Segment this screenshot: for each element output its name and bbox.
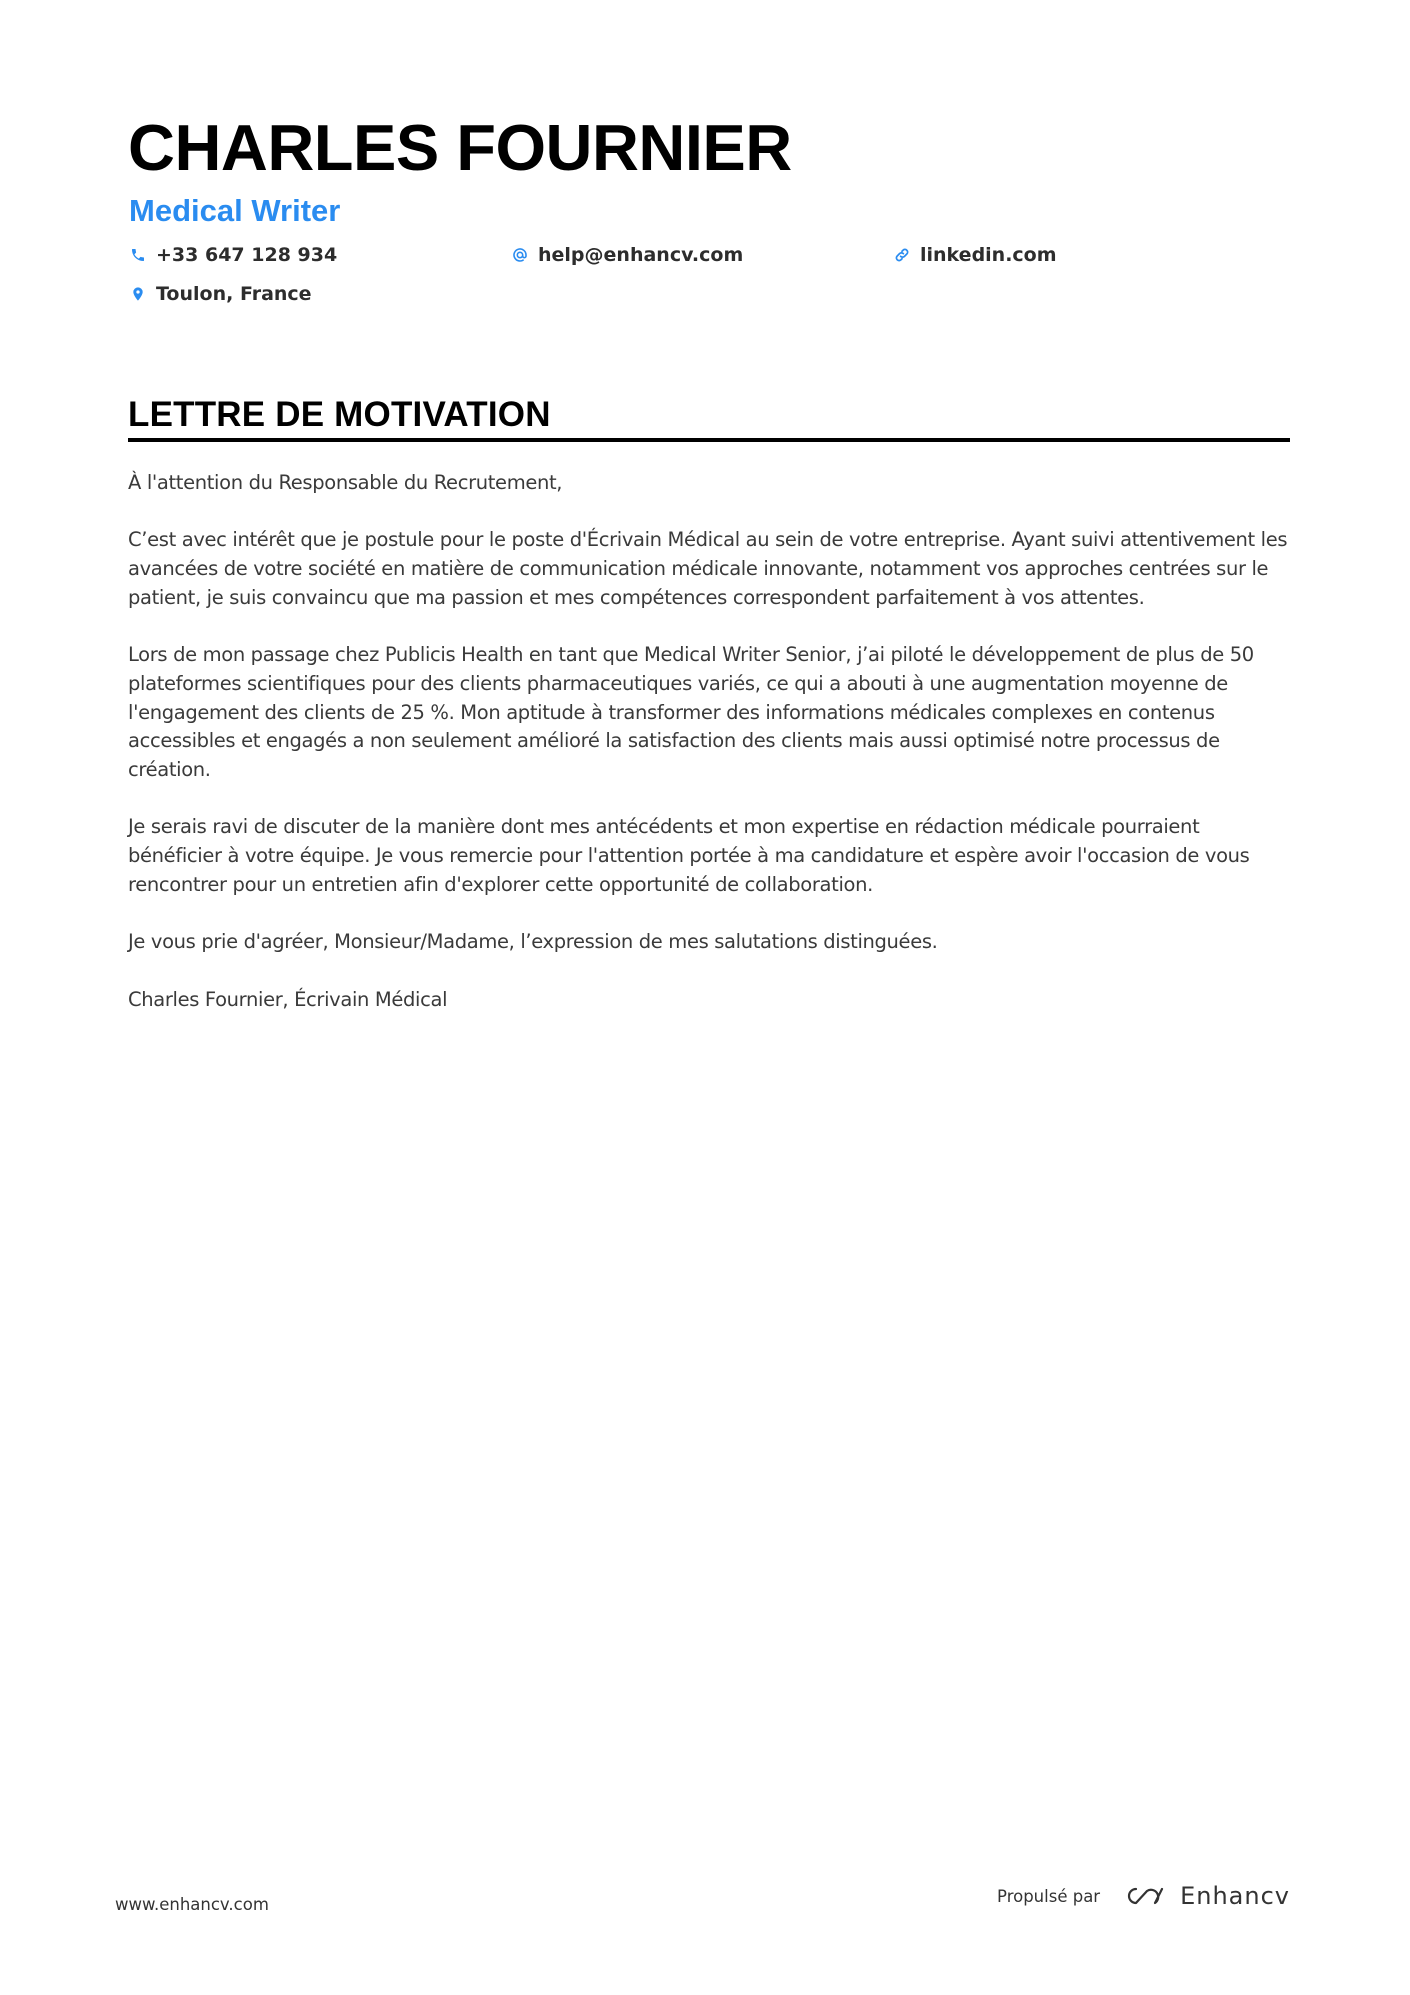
contact-location [128, 282, 312, 306]
section-title: LETTRE DE MOTIVATION [128, 395, 551, 434]
contact-website [892, 243, 1057, 267]
job-title: Medical Writer [129, 193, 341, 228]
enhancv-logo-icon [1122, 1882, 1168, 1910]
map-pin-icon [128, 284, 148, 304]
letter-paragraph: Lors de mon passage chez Publicis Health en tant que Medical Writer Senior, j’ai piloté le développement de plus de 50 plateformes scientifiques pour des clients pharmaceutiques variés, ce qui a abouti à une augmentation moyenne de l'engagement des clients de 25 %. Mon aptitude à transformer des informations médicales complexes en contenus accessibles et engagés a non seulement amélioré la satisfaction des clients mais aussi optimisé notre processus de création. [128, 643, 1254, 781]
section-divider [128, 438, 1290, 442]
brand-name: Enhancv [1180, 1882, 1290, 1910]
candidate-name: CHARLES FOURNIER [128, 111, 792, 184]
at-sign-icon [510, 245, 530, 265]
letter-closing: Je vous prie d'agréer, Monsieur/Madame, l’expression de mes salutations distinguées. [128, 930, 938, 954]
phone-icon [128, 245, 148, 265]
letter-signature: Charles Fournier, Écrivain Médical [128, 987, 448, 1011]
contact-email [510, 243, 743, 267]
powered-by-label: Propulsé par [997, 1886, 1101, 1906]
location-text: Toulon, France [156, 283, 312, 305]
letter-paragraph: Je serais ravi de discuter de la manière dont mes antécédents et mon expertise en rédaction médicale pourraient bénéficier à votre équipe. Je vous remercie pour l'attention portée à ma candidature et espère avoir l'occasion de vous rencontrer pour un entretien afin d'explorer cette opportunité de collaboration. [128, 815, 1250, 896]
link-icon [892, 245, 912, 265]
letter-paragraph: C’est avec intérêt que je postule pour le poste d'Écrivain Médical au sein de votre entreprise. Ayant suivi attentivement les avancées de votre société en matière de communication médicale innovante, notamment vos approches centrées sur le patient, je suis convaincu que ma passion et mes compétences correspondent parfaitement à vos attentes. [128, 528, 1288, 609]
letter-salutation: À l'attention du Responsable du Recrutement, [128, 471, 563, 494]
phone-number: +33 647 128 934 [156, 244, 338, 266]
contact-phone [128, 243, 337, 267]
footer-website[interactable]: www.enhancv.com [115, 1895, 269, 1914]
website-link: linkedin.com [920, 244, 1057, 266]
letter-body [128, 469, 1293, 1043]
email-address: help@enhancv.com [538, 244, 744, 266]
footer-branding[interactable] [997, 1882, 1290, 1910]
